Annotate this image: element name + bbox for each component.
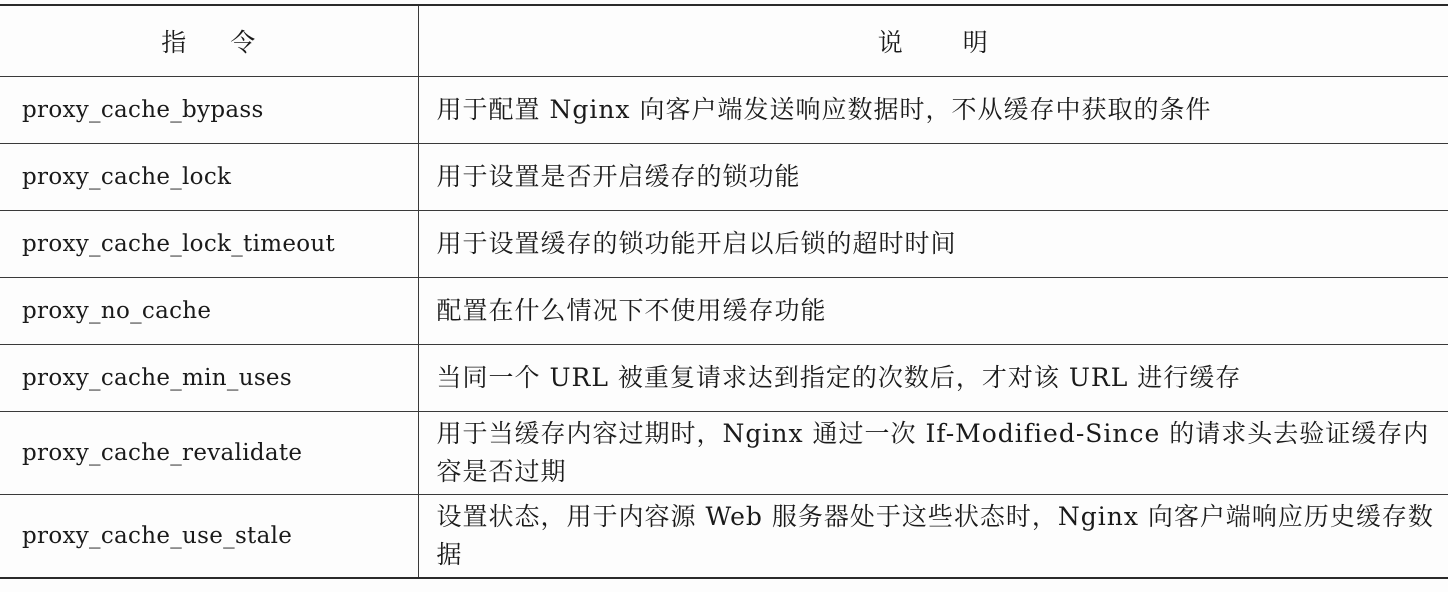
header-directive: 指令 — [0, 5, 418, 77]
table-row — [0, 345, 1448, 412]
table-row — [0, 77, 1448, 144]
directive-name: proxy_cache_use_stale — [0, 495, 418, 579]
table-header-row — [0, 5, 1448, 77]
directive-table — [0, 4, 1448, 579]
directive-name: proxy_cache_revalidate — [0, 412, 418, 495]
table-row — [0, 211, 1448, 278]
directive-name: proxy_cache_lock — [0, 144, 418, 211]
directive-name: proxy_cache_min_uses — [0, 345, 418, 412]
table-row — [0, 278, 1448, 345]
directive-description: 当同一个 URL 被重复请求达到指定的次数后，才对该 URL 进行缓存 — [418, 345, 1448, 412]
directive-name: proxy_cache_lock_timeout — [0, 211, 418, 278]
directive-description: 用于设置缓存的锁功能开启以后锁的超时时间 — [418, 211, 1448, 278]
table-row — [0, 412, 1448, 495]
directive-description: 设置状态，用于内容源 Web 服务器处于这些状态时，Nginx 向客户端响应历史缓存数据 — [418, 495, 1448, 579]
header-description: 说明 — [418, 5, 1448, 77]
directive-description: 用于当缓存内容过期时，Nginx 通过一次 If-Modified-Since 的请求头去验证缓存内容是否过期 — [418, 412, 1448, 495]
directive-description: 用于配置 Nginx 向客户端发送响应数据时，不从缓存中获取的条件 — [418, 77, 1448, 144]
directive-description: 配置在什么情况下不使用缓存功能 — [418, 278, 1448, 345]
table-row — [0, 495, 1448, 579]
directive-name: proxy_no_cache — [0, 278, 418, 345]
directive-description: 用于设置是否开启缓存的锁功能 — [418, 144, 1448, 211]
table-row — [0, 144, 1448, 211]
directive-name: proxy_cache_bypass — [0, 77, 418, 144]
